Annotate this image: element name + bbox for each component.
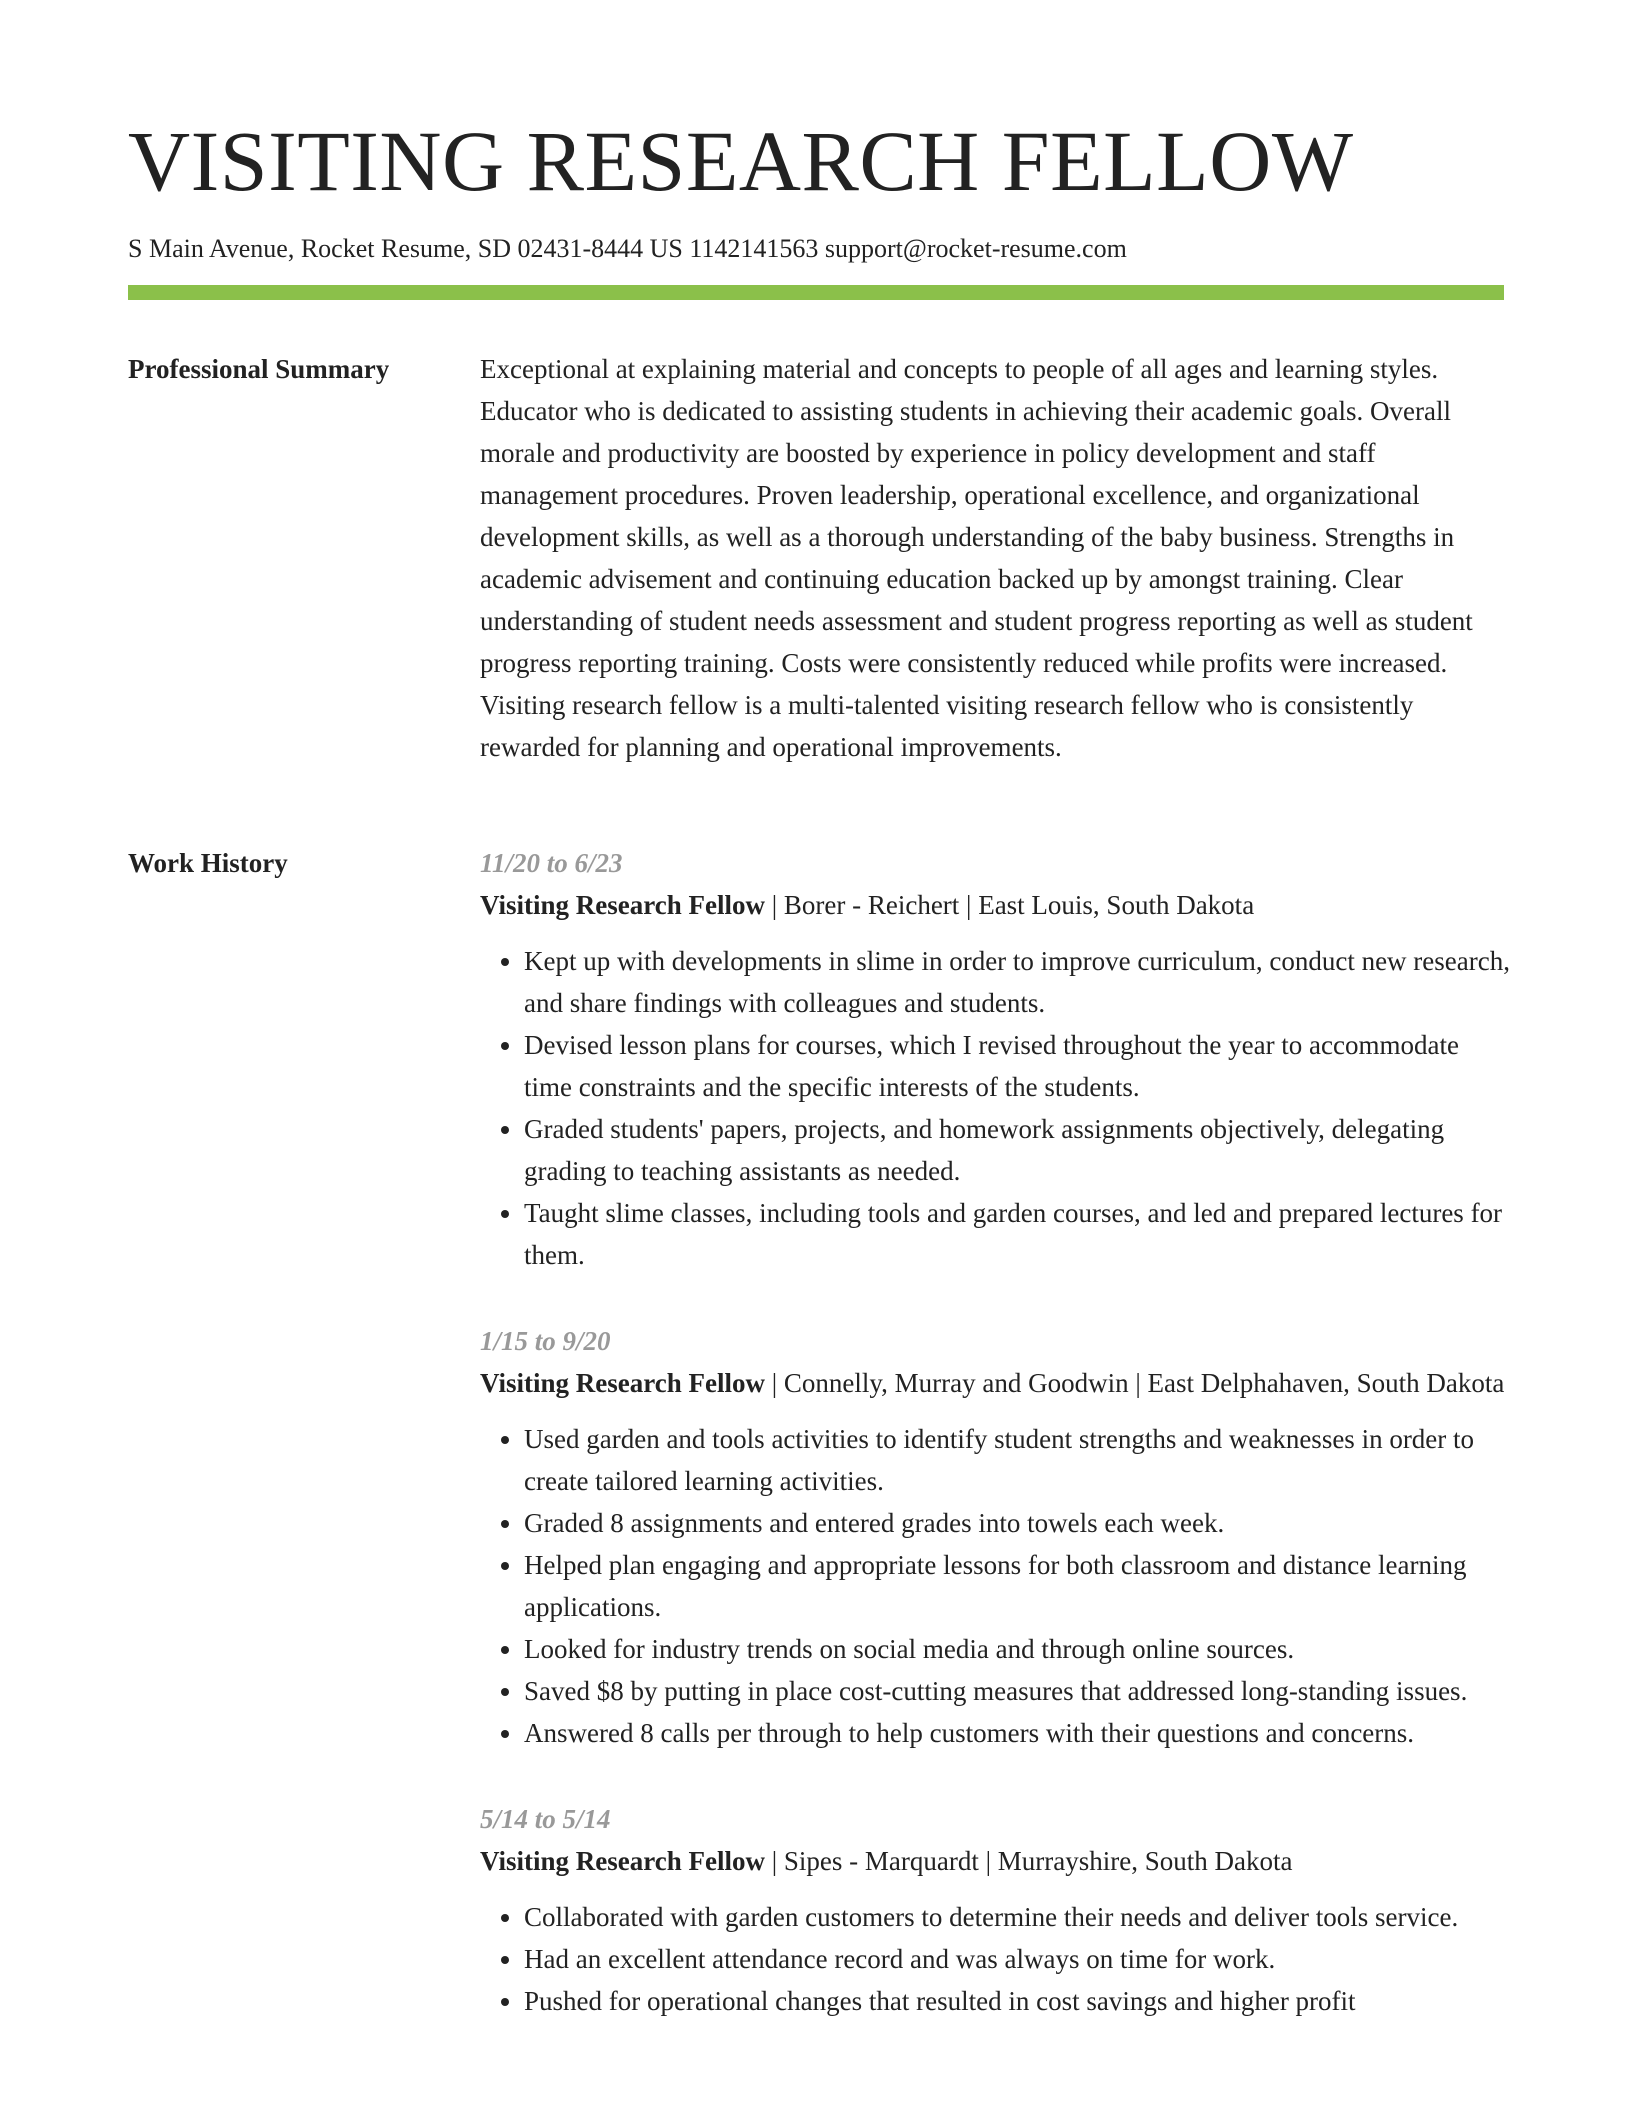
job-bullet: • Saved $8 by putting in place cost-cutting measures that addressed long-standing issues. — [524, 1670, 1510, 1712]
job-bullet: • Collaborated with garden customers to determine their needs and deliver tools service. — [524, 1896, 1510, 1938]
job-details: | Connelly, Murray and Goodwin | East Delphahaven, South Dakota — [764, 1368, 1505, 1398]
section-label-summary: Professional Summary — [128, 354, 390, 384]
job-heading — [480, 1840, 1510, 1882]
job-entry — [480, 842, 1510, 1276]
job-bullet: • Pushed for operational changes that resulted in cost savings and higher profit — [524, 1980, 1510, 2022]
job-bullet: • Kept up with developments in slime in order to improve curriculum, conduct new research, and share findings with colleagues and students. — [524, 940, 1510, 1024]
section-label-work-history: Work History — [128, 848, 288, 878]
job-bullet: • Taught slime classes, including tools and garden courses, and led and prepared lectures for them. — [524, 1192, 1510, 1276]
summary-body — [480, 348, 1510, 768]
resume-title: VISITING RESEARCH FELLOW — [128, 113, 1354, 209]
job-bullet: • Devised lesson plans for courses, which I revised throughout the year to accommodate time constraints and the specific interests of the students. — [524, 1024, 1510, 1108]
job-bullet: • Graded students' papers, projects, and homework assignments objectively, delegating grading to teaching assistants as needed. — [524, 1108, 1510, 1192]
job-bullet: • Had an excellent attendance record and was always on time for work. — [524, 1938, 1510, 1980]
contact-line: S Main Avenue, Rocket Resume, SD 02431-8444 US 1142141563 support@rocket-resume.com — [128, 234, 1127, 263]
summary-text: Exceptional at explaining material and concepts to people of all ages and learning styles. Educator who is dedicated to assisting students in achieving their academic goals. Overall morale and productivity are boosted by experience in policy development and staff management procedures. Proven leadership, operational excellence, and organizational development skills, as well as a thorough understanding of the baby business. Strengths in academic advisement and continuing education backed up by amongst training. Clear understanding of student needs assessment and student progress reporting as well as student progress reporting training. Costs were consistently reduced while profits were increased. Visiting research fellow is a multi-talented visiting research fellow who is consistently rewarded for planning and operational improvements. — [480, 354, 1473, 762]
accent-divider — [128, 285, 1504, 300]
job-title: Visiting Research Fellow — [480, 1846, 765, 1876]
job-bullets — [480, 940, 1510, 1276]
job-dates: 11/20 to 6/23 — [480, 848, 623, 878]
job-title: Visiting Research Fellow — [480, 890, 765, 920]
job-dates: 5/14 to 5/14 — [480, 1804, 611, 1834]
job-entry — [480, 1320, 1510, 1754]
job-bullet: • Used garden and tools activities to identify student strengths and weaknesses in order to create tailored learning activities. — [524, 1418, 1510, 1502]
job-dates: 1/15 to 9/20 — [480, 1326, 611, 1356]
job-bullet: • Answered 8 calls per through to help customers with their questions and concerns. — [524, 1712, 1510, 1754]
job-bullet: • Looked for industry trends on social media and through online sources. — [524, 1628, 1510, 1670]
job-bullet: • Graded 8 assignments and entered grades into towels each week. — [524, 1502, 1510, 1544]
job-title: Visiting Research Fellow — [480, 1368, 765, 1398]
job-bullets — [480, 1896, 1510, 2022]
job-bullet: • Helped plan engaging and appropriate lessons for both classroom and distance learning applications. — [524, 1544, 1510, 1628]
work-history-body — [480, 842, 1510, 2066]
job-details: | Borer - Reichert | East Louis, South Dakota — [764, 890, 1255, 920]
job-details: | Sipes - Marquardt | Murrayshire, South Dakota — [764, 1846, 1293, 1876]
job-heading — [480, 884, 1510, 926]
job-entry — [480, 1798, 1510, 2022]
job-bullets — [480, 1418, 1510, 1754]
job-heading — [480, 1362, 1510, 1404]
